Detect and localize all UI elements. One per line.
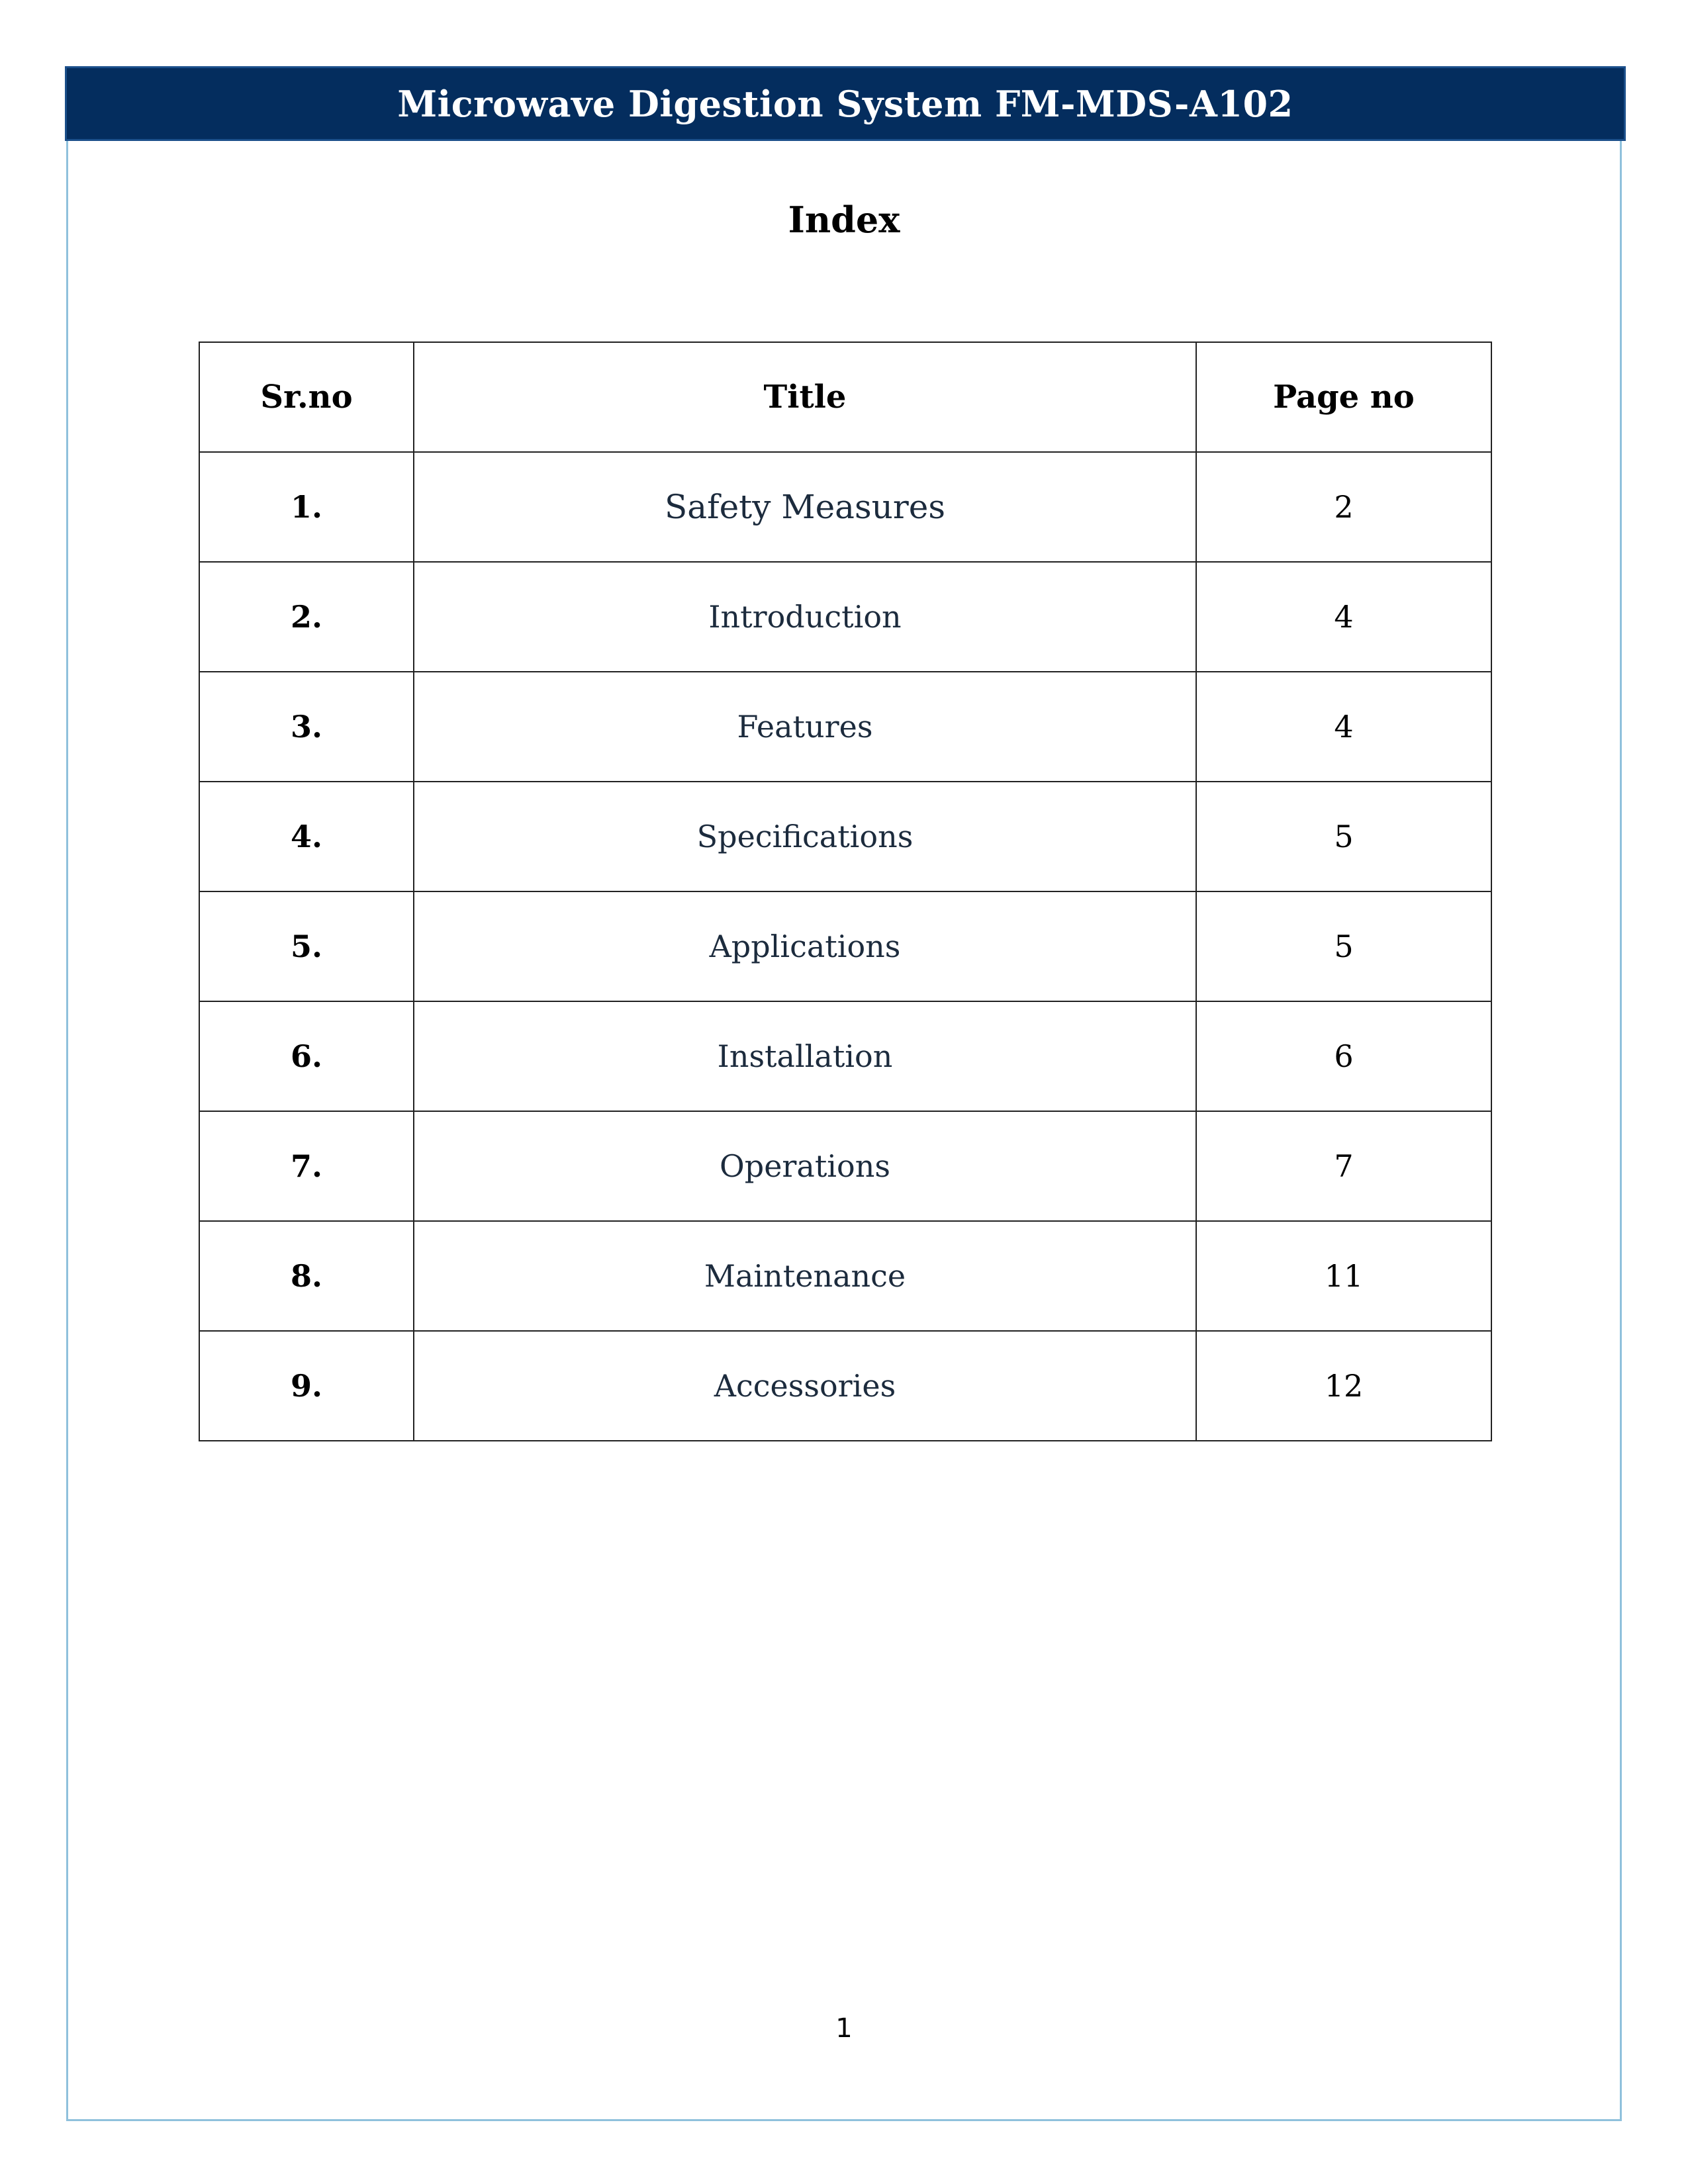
row-title[interactable]: Accessories xyxy=(414,1331,1196,1441)
table-row xyxy=(199,1221,1491,1331)
table-row xyxy=(199,562,1491,672)
row-page: 11 xyxy=(1196,1221,1491,1331)
row-page: 5 xyxy=(1196,782,1491,891)
row-page: 4 xyxy=(1196,672,1491,782)
table-row xyxy=(199,452,1491,562)
row-title[interactable]: Maintenance xyxy=(414,1221,1196,1331)
table-header-row xyxy=(199,342,1491,452)
row-srno: 2. xyxy=(199,562,414,672)
page-number: 1 xyxy=(835,2013,853,2044)
index-heading: Index xyxy=(788,199,900,241)
row-title[interactable]: Features xyxy=(414,672,1196,782)
row-page: 4 xyxy=(1196,562,1491,672)
table-row xyxy=(199,891,1491,1001)
row-srno: 5. xyxy=(199,891,414,1001)
row-title[interactable]: Installation xyxy=(414,1001,1196,1111)
header-banner xyxy=(65,66,1626,141)
document-title: Microwave Digestion System FM-MDS-A102 xyxy=(397,82,1293,125)
row-page: 6 xyxy=(1196,1001,1491,1111)
table-row xyxy=(199,1111,1491,1221)
row-srno: 4. xyxy=(199,782,414,891)
column-header-title: Title xyxy=(414,342,1196,452)
row-title[interactable]: Introduction xyxy=(414,562,1196,672)
row-title[interactable]: Safety Measures xyxy=(414,452,1196,562)
row-srno: 6. xyxy=(199,1001,414,1111)
row-title[interactable]: Specifications xyxy=(414,782,1196,891)
table-row xyxy=(199,672,1491,782)
row-srno: 1. xyxy=(199,452,414,562)
column-header-page: Page no xyxy=(1196,342,1491,452)
table-row xyxy=(199,782,1491,891)
row-page: 5 xyxy=(1196,891,1491,1001)
row-title[interactable]: Applications xyxy=(414,891,1196,1001)
row-srno: 9. xyxy=(199,1331,414,1441)
row-srno: 3. xyxy=(199,672,414,782)
index-table xyxy=(199,341,1492,1441)
row-page: 2 xyxy=(1196,452,1491,562)
row-title[interactable]: Operations xyxy=(414,1111,1196,1221)
row-page: 12 xyxy=(1196,1331,1491,1441)
row-srno: 7. xyxy=(199,1111,414,1221)
row-page: 7 xyxy=(1196,1111,1491,1221)
row-srno: 8. xyxy=(199,1221,414,1331)
column-header-srno: Sr.no xyxy=(199,342,414,452)
table-row xyxy=(199,1331,1491,1441)
table-row xyxy=(199,1001,1491,1111)
